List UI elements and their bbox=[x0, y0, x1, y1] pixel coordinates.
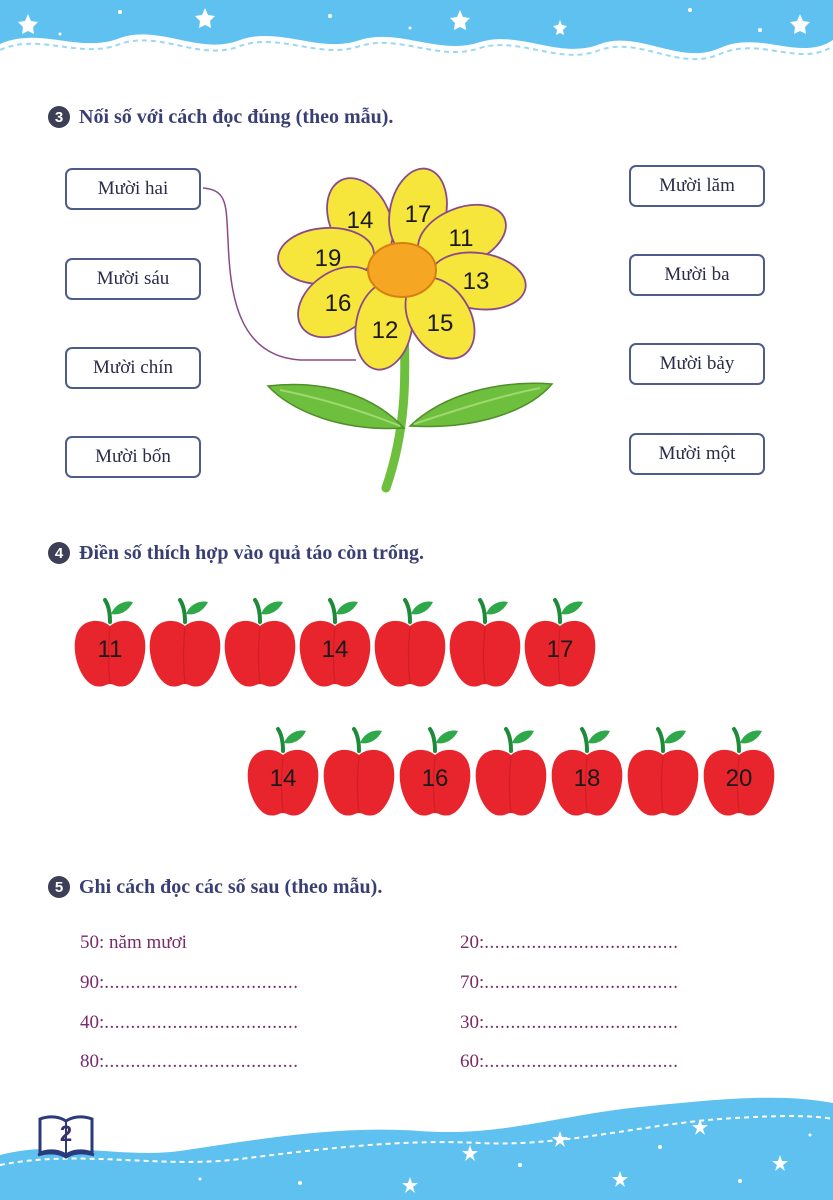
word-box-left-1[interactable]: Mười hai bbox=[65, 168, 201, 210]
apple-blank[interactable] bbox=[448, 596, 522, 692]
bottom-sky-banner bbox=[0, 1085, 833, 1200]
reading-line-right-3 bbox=[460, 1012, 679, 1034]
apple-icon bbox=[322, 725, 396, 821]
apple-with-number bbox=[73, 596, 147, 692]
apple-icon bbox=[626, 725, 700, 821]
page-number-text: 2 bbox=[59, 1121, 73, 1146]
word-box-left-4[interactable]: Mười bốn bbox=[65, 436, 201, 478]
reading-label: 70: bbox=[460, 972, 485, 993]
flower-center bbox=[368, 243, 436, 297]
petal-number: 16 bbox=[324, 290, 352, 317]
apple-icon bbox=[148, 596, 222, 692]
reading-line-right-1 bbox=[460, 932, 679, 954]
apple-icon bbox=[223, 596, 297, 692]
exercise-5-instruction: Ghi cách đọc các số sau (theo mẫu). bbox=[79, 875, 383, 898]
apple-number: 14 bbox=[321, 636, 349, 663]
apple-blank[interactable] bbox=[223, 596, 297, 692]
apple-blank[interactable] bbox=[322, 725, 396, 821]
exercise-4-heading bbox=[48, 538, 424, 568]
word-box-right-1[interactable]: Mười lăm bbox=[629, 165, 765, 207]
reading-line-left-1 bbox=[80, 932, 187, 954]
exercise-4-instruction: Điền số thích hợp vào quả táo còn trống. bbox=[79, 541, 425, 564]
petal-number: 17 bbox=[404, 201, 432, 228]
apple-number: 17 bbox=[546, 636, 574, 663]
answer-blank[interactable]: ..................................... bbox=[104, 1051, 299, 1072]
exercise-5-heading bbox=[48, 872, 382, 902]
word-box-right-2[interactable]: Mười ba bbox=[629, 254, 765, 296]
answer-blank[interactable]: ..................................... bbox=[484, 1012, 679, 1033]
apple-with-number bbox=[246, 725, 320, 821]
apple-blank[interactable] bbox=[373, 596, 447, 692]
answer-blank[interactable]: ..................................... bbox=[484, 1051, 679, 1072]
apple-with-number bbox=[398, 725, 472, 821]
apple-blank[interactable] bbox=[474, 725, 548, 821]
reading-label: 90: bbox=[80, 972, 105, 993]
reading-line-right-2 bbox=[460, 972, 679, 994]
apple-number: 11 bbox=[97, 636, 123, 663]
answer-blank[interactable]: ..................................... bbox=[484, 932, 679, 953]
reading-line-left-4 bbox=[80, 1051, 299, 1073]
petal-number: 13 bbox=[462, 268, 490, 295]
answer-blank[interactable]: ..................................... bbox=[484, 972, 679, 993]
reading-label: 60: bbox=[460, 1051, 485, 1072]
page-number bbox=[36, 1113, 96, 1159]
apple-number: 18 bbox=[573, 765, 601, 792]
petal-number: 14 bbox=[346, 207, 374, 234]
apple-icon bbox=[448, 596, 522, 692]
apple-number: 16 bbox=[421, 765, 449, 792]
exercise-number-badge: 5 bbox=[48, 876, 70, 898]
reading-label: 20: bbox=[460, 932, 485, 953]
word-box-left-3[interactable]: Mười chín bbox=[65, 347, 201, 389]
petal-number: 11 bbox=[448, 225, 474, 252]
exercise-number-badge: 4 bbox=[48, 542, 70, 564]
reading-line-left-2 bbox=[80, 972, 299, 994]
apple-icon bbox=[474, 725, 548, 821]
reading-line-left-3 bbox=[80, 1012, 299, 1034]
reading-label: 50: năm mươi bbox=[80, 932, 187, 953]
apple-with-number bbox=[702, 725, 776, 821]
petal-number: 19 bbox=[314, 245, 342, 272]
apple-blank[interactable] bbox=[148, 596, 222, 692]
word-box-left-2[interactable]: Mười sáu bbox=[65, 258, 201, 300]
petal-number: 15 bbox=[426, 310, 454, 337]
apple-icon bbox=[373, 596, 447, 692]
apple-number: 20 bbox=[725, 765, 753, 792]
reading-line-right-4 bbox=[460, 1051, 679, 1073]
exercise-number-badge: 3 bbox=[48, 106, 70, 128]
reading-label: 40: bbox=[80, 1012, 105, 1033]
apple-blank[interactable] bbox=[626, 725, 700, 821]
apple-with-number bbox=[523, 596, 597, 692]
answer-blank[interactable]: ..................................... bbox=[104, 1012, 299, 1033]
exercise-3-instruction: Nối số với cách đọc đúng (theo mẫu). bbox=[79, 105, 394, 128]
word-box-right-3[interactable]: Mười bảy bbox=[629, 343, 765, 385]
reading-label: 30: bbox=[460, 1012, 485, 1033]
apple-with-number bbox=[298, 596, 372, 692]
reading-label: 80: bbox=[80, 1051, 105, 1072]
petal-number: 12 bbox=[371, 317, 399, 344]
word-box-right-4[interactable]: Mười một bbox=[629, 433, 765, 475]
apple-with-number bbox=[550, 725, 624, 821]
answer-blank[interactable]: ..................................... bbox=[104, 972, 299, 993]
apple-number: 14 bbox=[269, 765, 297, 792]
